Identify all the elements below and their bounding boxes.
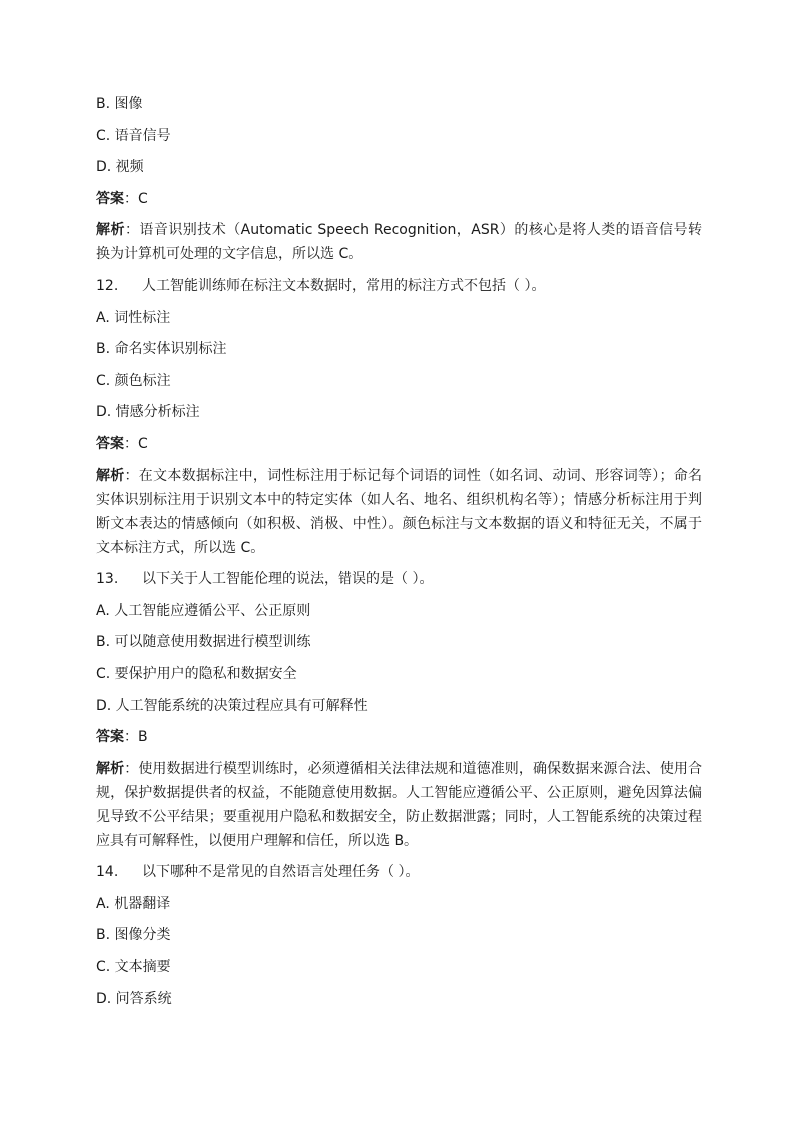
explanation-label: 解析 [96,467,125,484]
answer-option: B. 可以随意使用数据进行模型训练 [96,634,311,651]
answer-label: 答案 [96,729,124,746]
answer-value: B [138,729,148,746]
answer-option: B. 图像分类 [96,927,171,944]
answer-option: D. 问答系统 [96,990,172,1007]
answer-sep: ： [124,435,138,452]
question [96,567,702,591]
answer-option: D. 人工智能系统的决策过程应具有可解释性 [96,697,368,714]
answer-option: C. 颜色标注 [96,372,171,389]
answer-option: D. 情感分析标注 [96,404,200,421]
explanation-text: 在文本数据标注中，词性标注用于标记每个词语的词性（如名词、动词、形容词等）；命名实体识别标注用于识别文本中的特定实体（如人名、地名、组织机构名等）；情感分析标注用于判断文本表达的情感倾向（如积极、消极、中性）。颜色标注与文本数据的语义和特征无关，不属于文本标注方式，所以选 C。 [96,467,703,556]
question-number: 13. [96,571,119,588]
answer-label: 答案 [96,190,124,207]
question [96,860,702,884]
explanation [96,757,702,853]
answer-key [96,187,702,211]
explanation-sep: ： [124,222,140,239]
answer-label: 答案 [96,435,124,452]
answer-option: C. 语音信号 [96,127,171,144]
answer-sep: ： [124,190,138,207]
answer-option: D. 视频 [96,159,144,176]
explanation-text: 语音识别技术（Automatic Speech Recognition，ASR）的核心是将人类的语音信号转换为计算机可处理的文字信息，所以选 C。 [96,222,702,263]
explanation-label: 解析 [96,222,125,239]
answer-option: C. 文本摘要 [96,959,171,976]
question [96,274,702,298]
answer-key [96,432,702,456]
answer-option: C. 要保护用户的隐私和数据安全 [96,665,297,682]
explanation-sep: ： [124,467,139,484]
explanation-sep: ： [124,760,139,777]
answer-sep: ： [124,729,138,746]
answer-option: B. 图像 [96,96,143,112]
answer-option: A. 人工智能应遵循公平、公正原则 [96,602,311,619]
answer-option: A. 机器翻译 [96,895,171,912]
question-text: 人工智能训练师在标注文本数据时，常用的标注方式不包括（ ）。 [142,277,546,294]
question-number: 14. [96,864,119,881]
answer-option: B. 命名实体识别标注 [96,341,227,358]
explanation [96,218,702,266]
question-text: 以下哪种不是常见的自然语言处理任务（ ）。 [142,864,420,881]
explanation-label: 解析 [96,760,125,777]
document-page [96,92,702,1018]
question-text: 以下关于人工智能伦理的说法，错误的是（ ）。 [142,571,434,588]
answer-option: A. 词性标注 [96,309,171,326]
question-number: 12. [96,277,119,294]
explanation-text: 使用数据进行模型训练时，必须遵循相关法律法规和道德准则，确保数据来源合法、使用合规，保护数据提供者的权益，不能随意使用数据。人工智能应遵循公平、公正原则，避免因算法偏见导致不公平结果；要重视用户隐私和数据安全，防止数据泄露；同时，人工智能系统的决策过程应具有可解释性，以便用户理解和信任，所以选 B。 [96,760,703,849]
answer-key [96,725,702,749]
answer-value: C [138,435,148,452]
explanation [96,464,702,560]
answer-value: C [138,190,148,207]
